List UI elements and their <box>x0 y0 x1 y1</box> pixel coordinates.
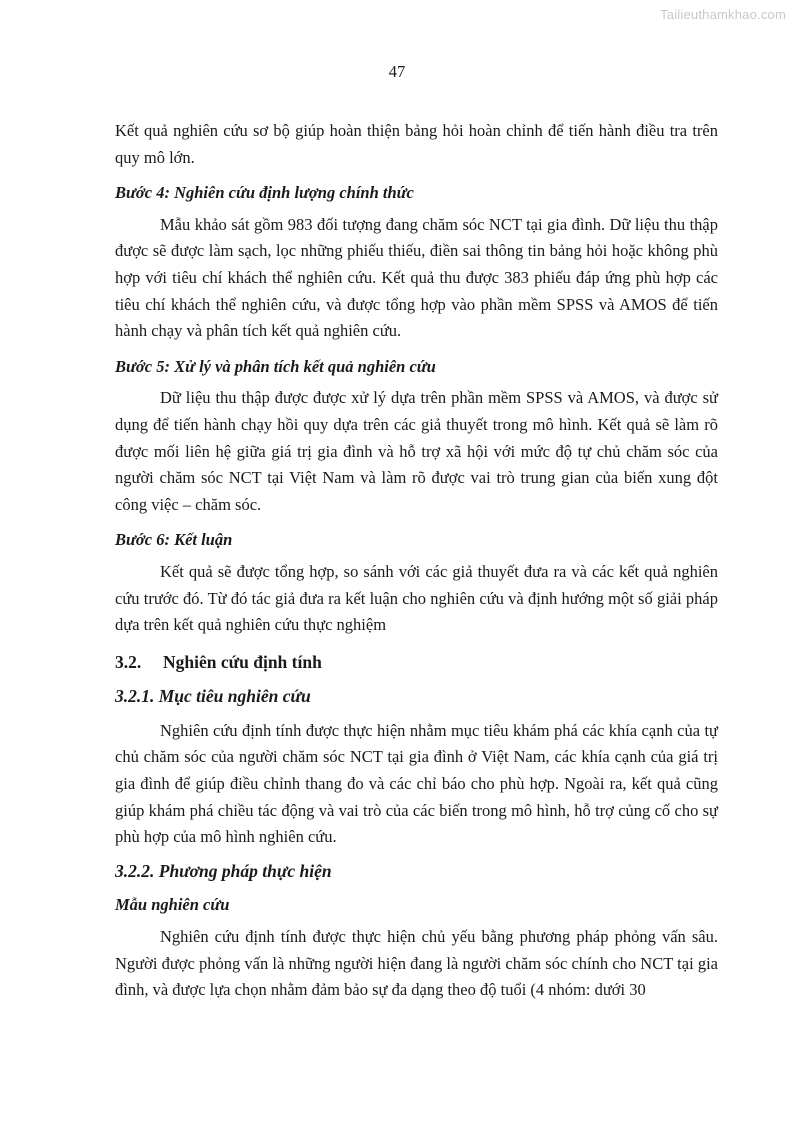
watermark: Tailieuthamkhao.com <box>660 7 786 22</box>
step4-heading: Bước 4: Nghiên cứu định lượng chính thức <box>115 183 414 203</box>
step5-paragraph: Dữ liệu thu thập được được xử lý dựa trên phần mềm SPSS và AMOS, và được sử dụng để tiến hành chạy hồi quy dựa trên các giả thuyết trong mô hình. Kết quả sẽ làm rõ được mối liên hệ giữa giá trị gia đình và hỗ trợ xã hội với mức độ tự chủ chăm sóc của người chăm sóc NCT tại Việt Nam và làm rõ được vai trò trung gian của biến xung đột công việc – chăm sóc. <box>115 388 718 514</box>
section-3-2-2-paragraph: Nghiên cứu định tính được thực hiện chủ yếu bằng phương pháp phỏng vấn sâu. Người được phỏng vấn là những người hiện đang là người chăm sóc chính cho NCT tại gia đình, và được lựa chọn nhằm đảm bảo sự đa dạng theo độ tuổi (4 nhóm: dưới 30 <box>115 927 718 1000</box>
step6-heading: Bước 6: Kết luận <box>115 530 233 550</box>
sample-subheading: Mẫu nghiên cứu <box>115 895 230 915</box>
intro-paragraph: Kết quả nghiên cứu sơ bộ giúp hoàn thiện bảng hỏi hoàn chỉnh để tiến hành điều tra trên quy mô lớn. <box>115 121 718 167</box>
page-number: 47 <box>388 62 406 81</box>
section-3-2-1-paragraph: Nghiên cứu định tính được thực hiện nhằm mục tiêu khám phá các khía cạnh của tự chủ chăm sóc của người chăm sóc NCT tại gia đình ở Việt Nam, các khía cạnh của giá trị gia đình để giúp điều chỉnh thang đo và các chỉ báo cho phù hợp. Ngoài ra, kết quả cũng giúp khám phá chiều tác động và vai trò của các biến trong mô hình, hỗ trợ củng cố cho sự phù hợp của mô hình nghiên cứu. <box>115 720 718 847</box>
section-3-2-heading <box>115 649 718 676</box>
section-3-2-number: 3.2. <box>115 651 142 672</box>
step6-paragraph: Kết quả sẽ được tổng hợp, so sánh với các giả thuyết đưa ra và các kết quả nghiên cứu trước đó. Từ đó tác giả đưa ra kết luận cho nghiên cứu và định hướng một số giải pháp dựa trên kết quả nghiên cứu thực nghiệm <box>115 561 718 635</box>
step4-paragraph: Mẫu khảo sát gồm 983 đối tượng đang chăm sóc NCT tại gia đình. Dữ liệu thu thập được sẽ được làm sạch, lọc những phiếu thiếu, điền sai thông tin bảng hỏi hoặc không phù hợp với tiêu chí khách thể nghiên cứu. Kết quả thu được 383 phiếu đáp ứng phù hợp các tiêu chí khách thể nghiên cứu, và được tổng hợp vào phần mềm SPSS và AMOS để tiến hành chạy và phân tích kết quả nghiên cứu. <box>115 214 718 341</box>
section-3-2-1-heading: 3.2.1. Mục tiêu nghiên cứu <box>115 686 311 707</box>
document-body <box>115 118 718 1004</box>
section-3-2-title: Nghiên cứu định tính <box>163 651 322 672</box>
section-3-2-2-heading: 3.2.2. Phương pháp thực hiện <box>115 860 332 881</box>
step5-heading: Bước 5: Xử lý và phân tích kết quả nghiên cứu <box>115 356 436 376</box>
